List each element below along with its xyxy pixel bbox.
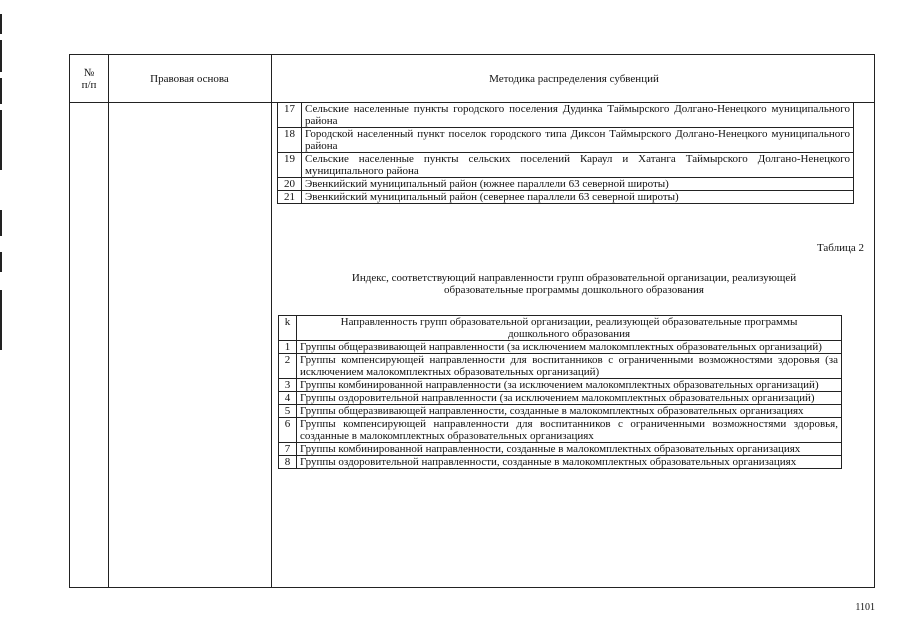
table-row <box>278 153 854 178</box>
row-text: Группы оздоровительной направленности (за исключением малокомплектных образовательных организаций) <box>297 392 842 405</box>
column-divider <box>108 55 109 587</box>
column-divider <box>271 55 272 587</box>
header-methodology: Методика распределения субвенций <box>489 73 659 85</box>
group-direction-table <box>278 315 842 469</box>
table-row <box>279 341 842 354</box>
row-text: Эвенкийский муниципальный район (севернее параллели 63 северной широты) <box>302 191 854 204</box>
table-row <box>278 103 854 128</box>
row-text: Группы компенсирующей направленности для воспитанников с ограниченными возможностями здоровья (за исключением малокомплектных образовательных организаций) <box>297 354 842 379</box>
header-num-line2: п/п <box>81 79 97 91</box>
scan-edge-mark <box>0 210 2 236</box>
scan-edge-mark <box>0 110 2 170</box>
row-text: Сельские населенные пункты городского поселения Дудинка Таймырского Долгано-Ненецкого муниципального района <box>302 103 854 128</box>
table-row <box>279 443 842 456</box>
header-num-line1: № <box>83 67 95 79</box>
row-text: Городской населенный пункт поселок городского типа Диксон Таймырского Долгано-Ненецкого муниципального района <box>302 128 854 153</box>
table-row <box>279 392 842 405</box>
page-number: 1101 <box>855 602 875 613</box>
row-text: Сельские населенные пункты сельских поселений Караул и Хатанга Таймырского Долгано-Ненецкого муниципального района <box>302 153 854 178</box>
row-number: 8 <box>279 456 297 469</box>
table2-title-line1: Индекс, соответствующий направленности групп образовательной организации, реализующей <box>351 272 797 284</box>
row-text: Группы общеразвивающей направленности, созданные в малокомплектных образовательных организациях <box>297 405 842 418</box>
table-row <box>279 354 842 379</box>
row-number: 3 <box>279 379 297 392</box>
table-row <box>278 178 854 191</box>
row-number: 4 <box>279 392 297 405</box>
table-row <box>279 379 842 392</box>
table-row <box>279 405 842 418</box>
row-number: 21 <box>278 191 302 204</box>
header-num <box>70 67 108 91</box>
column-header-k: k <box>279 316 297 341</box>
scan-edge-mark <box>0 290 2 350</box>
table-row <box>279 456 842 469</box>
table-row <box>278 191 854 204</box>
row-number: 20 <box>278 178 302 191</box>
row-text: Группы комбинированной направленности (за исключением малокомплектных образовательных организаций) <box>297 379 842 392</box>
row-text: Группы оздоровительной направленности, созданные в малокомплектных образовательных организациях <box>297 456 842 469</box>
row-number: 7 <box>279 443 297 456</box>
scan-edge-mark <box>0 14 2 34</box>
table-row <box>279 418 842 443</box>
table-header-row <box>279 316 842 341</box>
header-legal-basis: Правовая основа <box>150 73 229 85</box>
column-header-direction: Направленность групп образовательной организации, реализующей образовательные программы дошкольного образования <box>297 316 842 341</box>
table2-title-line2: образовательные программы дошкольного образования <box>444 284 704 296</box>
scan-edge-mark <box>0 252 2 272</box>
row-number: 19 <box>278 153 302 178</box>
row-number: 6 <box>279 418 297 443</box>
row-number: 18 <box>278 128 302 153</box>
regions-table <box>277 102 854 204</box>
row-text: Группы общеразвивающей направленности (за исключением малокомплектных образовательных организаций) <box>297 341 842 354</box>
row-text: Группы компенсирующей направленности для воспитанников с ограниченными возможностями здоровья, созданные в малокомплектных образовательных организациях <box>297 418 842 443</box>
table2-label: Таблица 2 <box>816 242 864 254</box>
scan-edge-mark <box>0 40 2 72</box>
row-number: 1 <box>279 341 297 354</box>
table-row <box>278 128 854 153</box>
scan-edge-mark <box>0 78 2 104</box>
row-number: 5 <box>279 405 297 418</box>
row-text: Группы комбинированной направленности, созданные в малокомплектных образовательных организациях <box>297 443 842 456</box>
row-text: Эвенкийский муниципальный район (южнее параллели 63 северной широты) <box>302 178 854 191</box>
row-number: 2 <box>279 354 297 379</box>
main-table <box>69 54 875 588</box>
row-number: 17 <box>278 103 302 128</box>
table2-title <box>272 272 876 296</box>
